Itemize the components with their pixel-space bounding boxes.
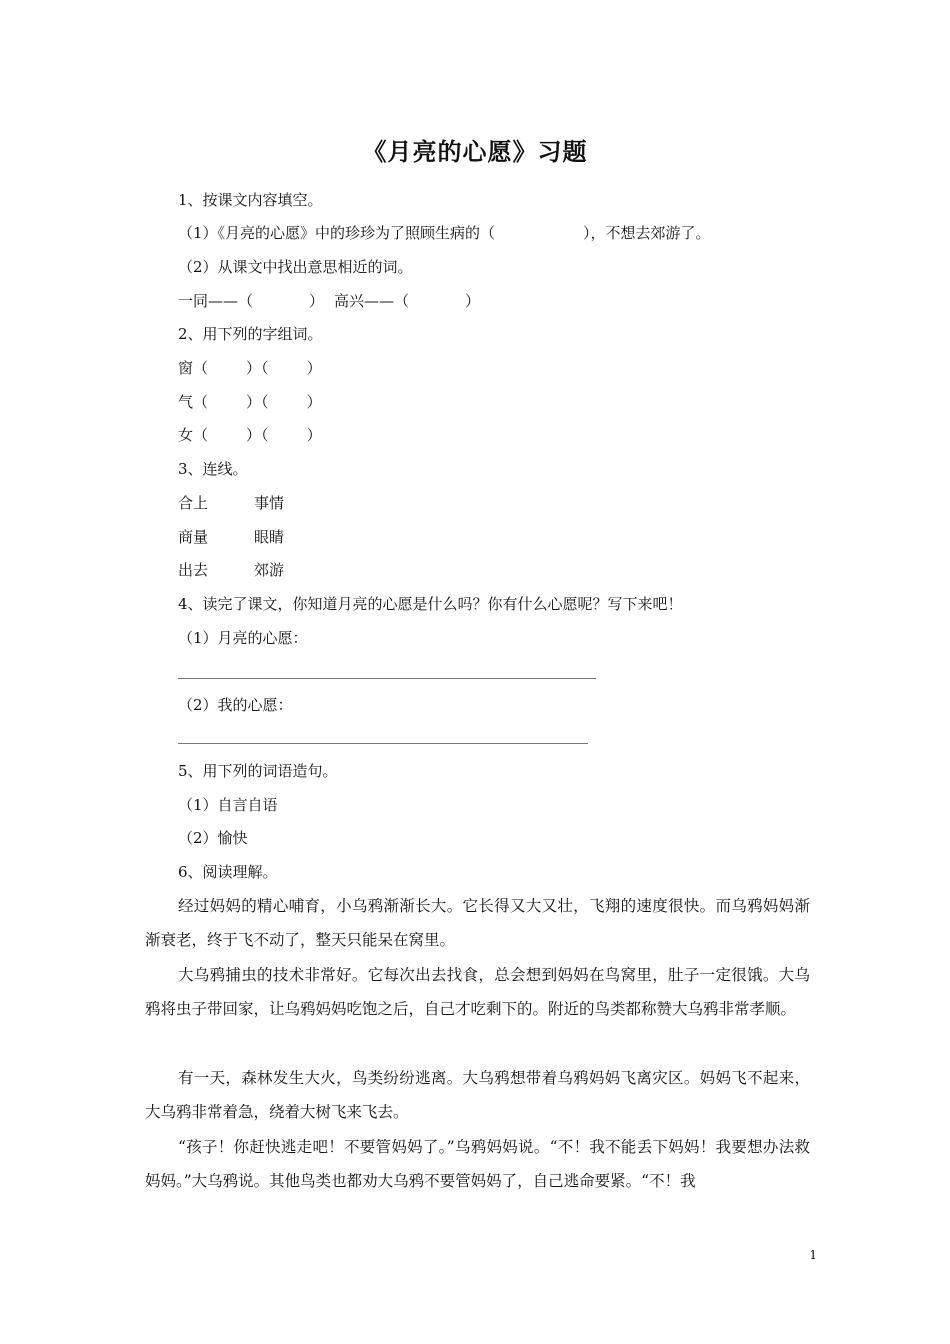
matching-right-word: 郊游: [254, 561, 285, 579]
matching-right-word: 眼睛: [254, 528, 285, 546]
question-1-item-2: （2）从课文中找出意思相近的词。: [178, 258, 413, 276]
question-1-heading: 1、按课文内容填空。: [178, 191, 323, 209]
question-4-item-2: （2）我的心愿：: [178, 696, 293, 714]
question-4-heading: 4、读完了课文，你知道月亮的心愿是什么吗？你有什么心愿呢？写下来吧！: [178, 595, 683, 613]
question-4-item-1: （1）月亮的心愿：: [178, 629, 308, 647]
question-1-item-1-end: ），不想去郊游了。: [583, 224, 711, 242]
matching-left-word: 出去: [178, 561, 209, 579]
matching-left-word: 合上: [178, 494, 209, 512]
question-1-item-1: [178, 223, 711, 243]
word-group-char: 女: [178, 426, 194, 444]
reading-paragraph: “孩子！你赶快逃走吧！不要管妈妈了。”乌鸦妈妈说。“不！我不能丢下妈妈！我要想办法救妈妈。”大乌鸦说。其他鸟类也都劝大乌鸦不要管妈妈了，自己逃命要紧。“不！我: [145, 1138, 810, 1190]
question-2-heading: 2、用下列的字组词。: [178, 325, 323, 343]
answer-line: [178, 678, 596, 679]
question-5-item-2: （2）愉快: [178, 829, 248, 847]
question-3-heading: 3、连线。: [178, 460, 248, 478]
question-6-heading: 6、阅读理解。: [178, 863, 278, 881]
synonym-row: [178, 291, 480, 311]
word-group-row: 气（ ）（ ）: [178, 393, 322, 411]
synonym-word-2: 高兴——（: [334, 292, 410, 310]
page-number: 1: [809, 1248, 817, 1262]
synonym-word-1-close: ）: [309, 292, 325, 310]
question-5-item-1: （1）自言自语: [178, 796, 278, 814]
matching-row: [178, 493, 208, 513]
word-group-row: 女（ ）（ ）: [178, 426, 322, 444]
question-1-item-1-start: （1）《月亮的心愿》中的珍珍为了照顾生病的（: [178, 224, 496, 242]
reading-paragraph: 有一天，森林发生大火，鸟类纷纷逃离。大乌鸦想带着乌鸦妈妈飞离灾区。妈妈飞不起来，大乌鸦非常着急，绕着大树飞来飞去。: [145, 1069, 810, 1121]
word-group-row: 窗（ ）（ ）: [178, 359, 322, 377]
synonym-word-2-close: ）: [465, 292, 481, 310]
question-5-heading: 5、用下列的词语造句。: [178, 762, 338, 780]
word-group-char: 窗: [178, 359, 194, 377]
page-title: 《月亮的心愿》习题: [362, 137, 588, 166]
synonym-word-1: 一同——（: [178, 292, 254, 310]
reading-paragraph: 经过妈妈的精心哺育，小乌鸦渐渐长大。它长得又大又壮，飞翔的速度很快。而乌鸦妈妈渐渐衰老，终于飞不动了，整天只能呆在窝里。: [145, 897, 810, 949]
matching-left-word: 商量: [178, 528, 209, 546]
reading-paragraph: 大乌鸦捕虫的技术非常好。它每次出去找食，总会想到妈妈在鸟窝里，肚子一定很饿。大乌鸦将虫子带回家，让乌鸦妈妈吃饱之后，自己才吃剩下的。附近的鸟类都称赞大乌鸦非常孝顺。: [145, 966, 810, 1018]
matching-row: [178, 560, 208, 580]
word-group-char: 气: [178, 393, 194, 411]
matching-right-word: 事情: [254, 494, 285, 512]
matching-row: [178, 527, 208, 547]
answer-line: [178, 743, 588, 744]
